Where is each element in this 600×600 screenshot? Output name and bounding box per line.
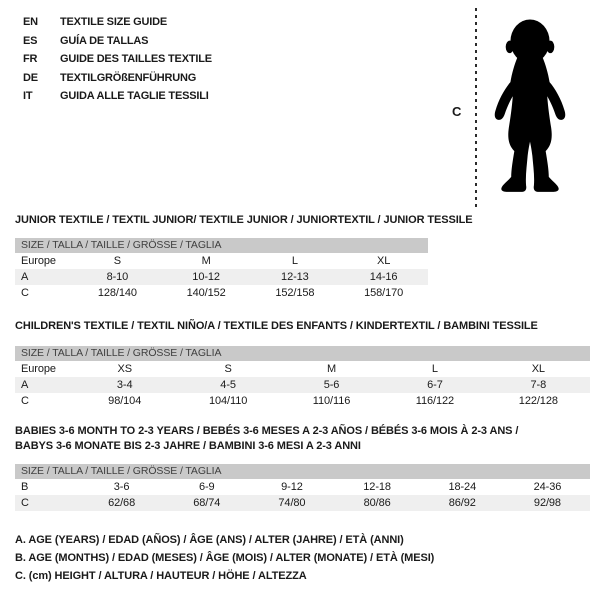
language-row-es	[23, 32, 212, 51]
language-label: GUIDA ALLE TAGLIE TESSILI	[60, 90, 209, 102]
size-header-bar: SIZE / TALLA / TAILLE / GRÖSSE / TAGLIA	[15, 238, 428, 253]
row-label: C	[21, 497, 29, 509]
table-cell: S	[224, 363, 232, 375]
measurement-legend	[15, 531, 434, 585]
junior-size-table	[15, 238, 428, 301]
language-code: ES	[23, 34, 38, 47]
table-cell: 3-6	[113, 481, 130, 493]
table-row	[15, 495, 590, 511]
table-cell: 140/152	[186, 287, 226, 299]
table-cell: 122/128	[518, 395, 558, 407]
table-cell: 8-10	[106, 271, 129, 283]
table-row	[15, 253, 428, 269]
babies-section-title-line2: BABYS 3-6 MONATE BIS 2-3 JAHRE / BAMBINI 3-6 MESI A 2-3 ANNI	[15, 440, 361, 452]
children-size-table	[15, 346, 590, 409]
table-row	[15, 285, 428, 301]
table-cell: 98/104	[108, 395, 142, 407]
table-cell: 5-6	[323, 379, 340, 391]
row-label: C	[21, 395, 29, 407]
table-cell: 152/158	[275, 287, 315, 299]
table-cell: 9-12	[281, 481, 303, 493]
table-row	[15, 479, 590, 495]
language-label: TEXTILE SIZE GUIDE	[60, 16, 168, 28]
language-row-en	[23, 13, 212, 32]
language-code: EN	[23, 16, 38, 28]
language-code: FR	[23, 53, 38, 65]
table-cell: 80/86	[363, 497, 391, 509]
table-cell: 18-24	[448, 481, 477, 493]
table-cell: L	[431, 363, 438, 375]
baby-height-figure	[445, 6, 597, 214]
table-cell: 14-16	[369, 271, 398, 283]
table-row	[15, 269, 428, 285]
table-cell: 4-5	[220, 379, 236, 391]
language-row-it	[23, 87, 212, 106]
row-label: A	[21, 271, 29, 283]
height-measure-label: C	[452, 104, 462, 119]
babies-section-title	[15, 424, 590, 454]
table-cell: 62/68	[108, 497, 136, 509]
language-label: GUÍA DE TALLAS	[60, 34, 149, 47]
language-label: TEXTILGRÖßENFÜHRUNG	[60, 71, 197, 84]
row-label: B	[21, 481, 29, 493]
table-cell: 92/98	[533, 497, 561, 509]
table-cell: 24-36	[533, 481, 562, 493]
children-section-title: CHILDREN'S TEXTILE / TEXTIL NIÑO/A / TEXTILE DES ENFANTS / KINDERTEXTIL / BAMBINI TESSILE	[15, 320, 538, 332]
size-header-bar: SIZE / TALLA / TAILLE / GRÖSSE / TAGLIA	[15, 346, 590, 361]
row-label: Europe	[21, 363, 56, 375]
legend-line-c: C. (cm) HEIGHT / ALTURA / HAUTEUR / HÖHE / ALTEZZA	[15, 570, 307, 582]
table-cell: XL	[531, 363, 545, 375]
language-code: IT	[23, 90, 33, 102]
table-cell: 6-9	[198, 481, 215, 493]
table-cell: S	[113, 255, 121, 267]
table-cell: 12-13	[281, 271, 309, 283]
table-cell: 10-12	[192, 271, 220, 283]
language-code: DE	[23, 71, 38, 84]
table-cell: 74/80	[278, 497, 306, 509]
table-cell: 68/74	[193, 497, 221, 509]
row-label: Europe	[21, 255, 56, 267]
row-label: C	[21, 287, 29, 299]
language-row-de	[23, 69, 212, 88]
table-cell: XS	[117, 363, 132, 375]
table-row	[15, 377, 590, 393]
table-row	[15, 361, 590, 377]
table-cell: 110/116	[312, 395, 351, 407]
table-cell: L	[291, 255, 298, 267]
size-header-bar: SIZE / TALLA / TAILLE / GRÖSSE / TAGLIA	[15, 464, 590, 479]
table-cell: M	[326, 363, 337, 375]
table-cell: 12-18	[363, 481, 391, 493]
table-cell: 86/92	[448, 497, 476, 509]
legend-line-b: B. AGE (MONTHS) / EDAD (MESES) / ÂGE (MOIS) / ALTER (MONATE) / ETÀ (MESI)	[15, 552, 435, 564]
language-list	[23, 13, 212, 106]
table-cell: M	[201, 255, 211, 267]
table-cell: 3-4	[116, 379, 133, 391]
babies-size-table	[15, 464, 590, 511]
language-row-fr	[23, 50, 212, 69]
legend-line-a: A. AGE (YEARS) / EDAD (AÑOS) / ÂGE (ANS) / ALTER (JAHRE) / ETÀ (ANNI)	[15, 534, 404, 546]
height-dotted-line	[475, 8, 477, 209]
table-cell: 6-7	[427, 379, 443, 391]
table-cell: 7-8	[530, 379, 547, 391]
table-cell: 128/140	[97, 287, 137, 299]
junior-section-title: JUNIOR TEXTILE / TEXTIL JUNIOR/ TEXTILE JUNIOR / JUNIORTEXTIL / JUNIOR TESSILE	[15, 214, 473, 226]
table-cell: 104/110	[208, 395, 248, 407]
babies-section-title-line1: BABIES 3-6 MONTH TO 2-3 YEARS / BEBÉS 3-6 MESES A 2-3 AÑOS / BÉBÉS 3-6 MOIS À 2-3 ANS /	[15, 425, 519, 437]
table-cell: XL	[376, 255, 391, 267]
row-label: A	[21, 379, 29, 391]
baby-silhouette	[483, 7, 577, 209]
language-label: GUIDE DES TAILLES TEXTILE	[60, 53, 212, 65]
table-row	[15, 393, 590, 409]
table-cell: 158/170	[364, 287, 404, 299]
table-cell: 116/122	[415, 395, 455, 407]
